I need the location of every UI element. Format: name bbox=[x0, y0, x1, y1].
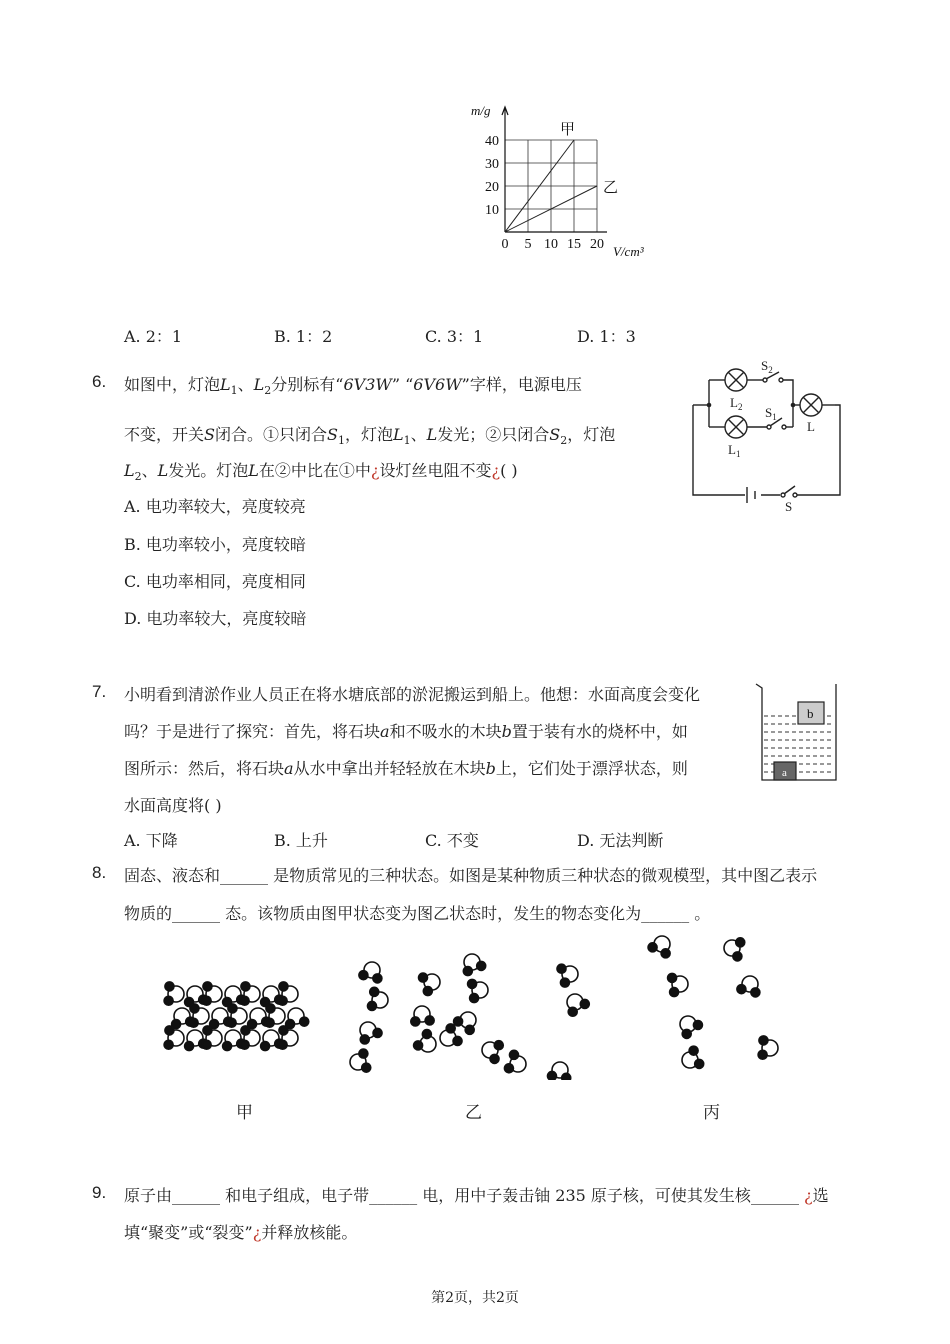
block-b-label: b bbox=[807, 706, 814, 721]
y-tick-label: 10 bbox=[485, 203, 499, 218]
q8-line1: 固态、液态和______ 是物质常见的三种状态。如图是某种物质三种状态的微观模型，其中图乙表示 bbox=[124, 866, 818, 885]
y-tick-label: 30 bbox=[485, 157, 499, 172]
molecule-small-atom bbox=[164, 1040, 173, 1049]
molecule-small-atom bbox=[279, 982, 288, 991]
molecule-small-atom bbox=[227, 1018, 236, 1027]
caption-solid: 甲 bbox=[236, 1103, 253, 1123]
x-tick-label: 15 bbox=[567, 237, 581, 252]
q6-line3: $L_2$、L发光。灯泡L在②中比在①中¿设灯丝电阻不变¿( ) bbox=[124, 461, 518, 484]
caption-liquid: 乙 bbox=[465, 1103, 482, 1123]
molecule-small-atom bbox=[419, 973, 428, 982]
molecule-small-atom bbox=[693, 1020, 702, 1029]
molecule-small-atom bbox=[736, 938, 745, 947]
q7-option-b[interactable]: B. 上升 bbox=[274, 831, 328, 850]
molecule-small-atom bbox=[261, 1042, 270, 1051]
molecule-small-atom bbox=[446, 1024, 455, 1033]
molecule-small-atom bbox=[360, 1035, 369, 1044]
y-tick-label: 40 bbox=[485, 134, 499, 149]
circuit-label-s1: $S_1$ bbox=[765, 405, 777, 422]
molecule-small-atom bbox=[367, 1001, 376, 1010]
x-tick-label: 5 bbox=[524, 237, 532, 252]
q8-line2: 物质的______ 态。该物质由图甲状态变为图乙状态时，发生的物态变化为______ 。 bbox=[124, 904, 711, 923]
molecule-small-atom bbox=[411, 1017, 420, 1026]
series-label-yi: 乙 bbox=[603, 180, 619, 196]
q8-number: 8. bbox=[92, 863, 107, 882]
molecule-small-atom bbox=[454, 1017, 463, 1026]
page-footer: 第2页，共2页 bbox=[431, 1290, 519, 1306]
q7-line1: 小明看到清淤作业人员正在将水塘底部的淤泥搬运到船上。他想：水面高度会变化 bbox=[124, 685, 701, 704]
molecule-small-atom bbox=[463, 967, 472, 976]
molecule-small-atom bbox=[241, 982, 250, 991]
molecule-small-atom bbox=[278, 1040, 287, 1049]
molecule-small-atom bbox=[648, 943, 657, 952]
molecule-small-atom bbox=[682, 1029, 691, 1038]
molecule-small-atom bbox=[414, 1041, 423, 1050]
q7-option-a[interactable]: A. 下降 bbox=[124, 831, 178, 850]
q6-line2: 不变，开关S闭合。①只闭合$S_1$，灯泡$L_1$、L发光；②只闭合$S_2$，灯泡 bbox=[124, 425, 616, 448]
molecule-small-atom bbox=[203, 982, 212, 991]
q7-number: 7. bbox=[92, 682, 107, 701]
molecule-small-atom bbox=[695, 1059, 704, 1068]
circuit-label-s: S bbox=[785, 499, 793, 514]
mass-volume-graph bbox=[465, 95, 665, 270]
molecule-small-atom bbox=[359, 1049, 368, 1058]
q7-option-d[interactable]: D. 无法判断 bbox=[577, 831, 664, 850]
molecule-small-atom bbox=[359, 971, 368, 980]
q6-line1: 如图中，灯泡$L_1$、$L_2$分别标有“6V3W” “6V6W”字样，电源电压 bbox=[124, 375, 582, 398]
molecule-small-atom bbox=[362, 1063, 371, 1072]
molecule-small-atom bbox=[189, 1018, 198, 1027]
molecule-small-atom bbox=[373, 974, 382, 983]
molecule-small-atom bbox=[758, 1050, 767, 1059]
x-axis-label: V/cm³ bbox=[613, 244, 644, 259]
q9-line1: 原子由______ 和电子组成，电子带______ 电，用中子轰击铀 235 原子核，可使其发生核______ ¿选 bbox=[124, 1186, 829, 1205]
molecule-small-atom bbox=[580, 999, 589, 1008]
molecule-small-atom bbox=[477, 961, 486, 970]
molecule-small-atom bbox=[425, 1016, 434, 1025]
molecule-small-atom bbox=[164, 996, 173, 1005]
molecule-small-atom bbox=[370, 987, 379, 996]
q9-line2: 填“聚变”或“裂变”¿并释放核能。 bbox=[124, 1223, 358, 1242]
molecule-small-atom bbox=[202, 996, 211, 1005]
molecule-small-atom bbox=[266, 1004, 275, 1013]
molecule-small-atom bbox=[453, 1036, 462, 1045]
molecule-small-atom bbox=[661, 949, 670, 958]
molecule-small-atom bbox=[562, 1073, 571, 1080]
molecule-small-atom bbox=[422, 1030, 431, 1039]
molecule-small-atom bbox=[240, 1040, 249, 1049]
molecule-small-atom bbox=[223, 1042, 232, 1051]
molecule-small-atom bbox=[689, 1046, 698, 1055]
molecule-small-atom bbox=[465, 1025, 474, 1034]
q7-line4: 水面高度将( ) bbox=[124, 796, 222, 815]
q5-option-b[interactable]: B. 1：2 bbox=[274, 327, 333, 346]
circuit-label-l1: $L_1$ bbox=[728, 442, 741, 459]
q6-number: 6. bbox=[92, 372, 107, 391]
circuit-diagram bbox=[685, 355, 850, 515]
molecule-small-atom bbox=[494, 1041, 503, 1050]
q7-option-c[interactable]: C. 不变 bbox=[425, 831, 479, 850]
q6-option-c[interactable]: C. 电功率相同，亮度相同 bbox=[124, 572, 306, 591]
molecule-small-atom bbox=[733, 952, 742, 961]
molecule-small-atom bbox=[490, 1054, 499, 1063]
q7-line3: 图所示：然后，将石块a从水中拿出并轻轻放在木块b上，它们处于漂浮状态，则 bbox=[124, 759, 688, 778]
molecule-small-atom bbox=[751, 988, 760, 997]
molecule-small-atom bbox=[265, 1018, 274, 1027]
circuit-label-l: L bbox=[807, 419, 815, 434]
molecule-small-atom bbox=[240, 996, 249, 1005]
series-label-jia: 甲 bbox=[560, 122, 576, 138]
molecule-small-atom bbox=[759, 1036, 768, 1045]
molecule-small-atom bbox=[470, 994, 479, 1003]
molecule-small-atom bbox=[668, 973, 677, 982]
molecule-small-atom bbox=[279, 1026, 288, 1035]
molecule-small-atom bbox=[547, 1071, 556, 1080]
molecule-small-atom bbox=[165, 1026, 174, 1035]
q6-option-b[interactable]: B. 电功率较小，亮度较暗 bbox=[124, 535, 306, 554]
q6-option-d[interactable]: D. 电功率较大，亮度较暗 bbox=[124, 609, 307, 628]
particle-models bbox=[150, 930, 810, 1080]
y-tick-label: 20 bbox=[485, 180, 499, 195]
q5-option-c[interactable]: C. 3：1 bbox=[425, 327, 484, 346]
q9-number: 9. bbox=[92, 1183, 107, 1202]
molecule-small-atom bbox=[373, 1028, 382, 1037]
y-axis-label: m/g bbox=[471, 103, 491, 118]
molecule-small-atom bbox=[278, 996, 287, 1005]
q7-line2: 吗？于是进行了探究：首先，将石块a和不吸水的木块b置于装有水的烧杯中，如 bbox=[124, 722, 688, 741]
molecule-small-atom bbox=[568, 1007, 577, 1016]
molecule-small-atom bbox=[203, 1026, 212, 1035]
x-tick-label: 20 bbox=[590, 237, 604, 252]
molecule-small-atom bbox=[423, 987, 432, 996]
molecule-small-atom bbox=[468, 979, 477, 988]
molecule-small-atom bbox=[228, 1004, 237, 1013]
x-tick-label: 10 bbox=[544, 237, 558, 252]
molecule-small-atom bbox=[670, 988, 679, 997]
beaker-diagram bbox=[752, 680, 844, 785]
molecule-small-atom bbox=[202, 1040, 211, 1049]
molecule-small-atom bbox=[509, 1050, 518, 1059]
q5-option-a[interactable]: A. 2：1 bbox=[124, 327, 183, 346]
x-tick-label: 0 bbox=[501, 237, 509, 252]
molecule-small-atom bbox=[557, 964, 566, 973]
molecule-small-atom bbox=[190, 1004, 199, 1013]
molecule-small-atom bbox=[241, 1026, 250, 1035]
molecule-small-atom bbox=[300, 1017, 309, 1026]
stone-a-label: a bbox=[782, 767, 787, 779]
molecule-small-atom bbox=[165, 982, 174, 991]
molecule-small-atom bbox=[185, 1042, 194, 1051]
molecule-small-atom bbox=[737, 985, 746, 994]
molecule-small-atom bbox=[560, 978, 569, 987]
caption-gas: 丙 bbox=[703, 1103, 720, 1123]
q5-option-d[interactable]: D. 1：3 bbox=[577, 327, 636, 346]
q6-option-a[interactable]: A. 电功率较大，亮度较亮 bbox=[124, 497, 306, 516]
circuit-label-l2: $L_2$ bbox=[730, 395, 743, 412]
circuit-label-s2: $S_2$ bbox=[761, 358, 773, 375]
molecule-small-atom bbox=[504, 1064, 513, 1073]
